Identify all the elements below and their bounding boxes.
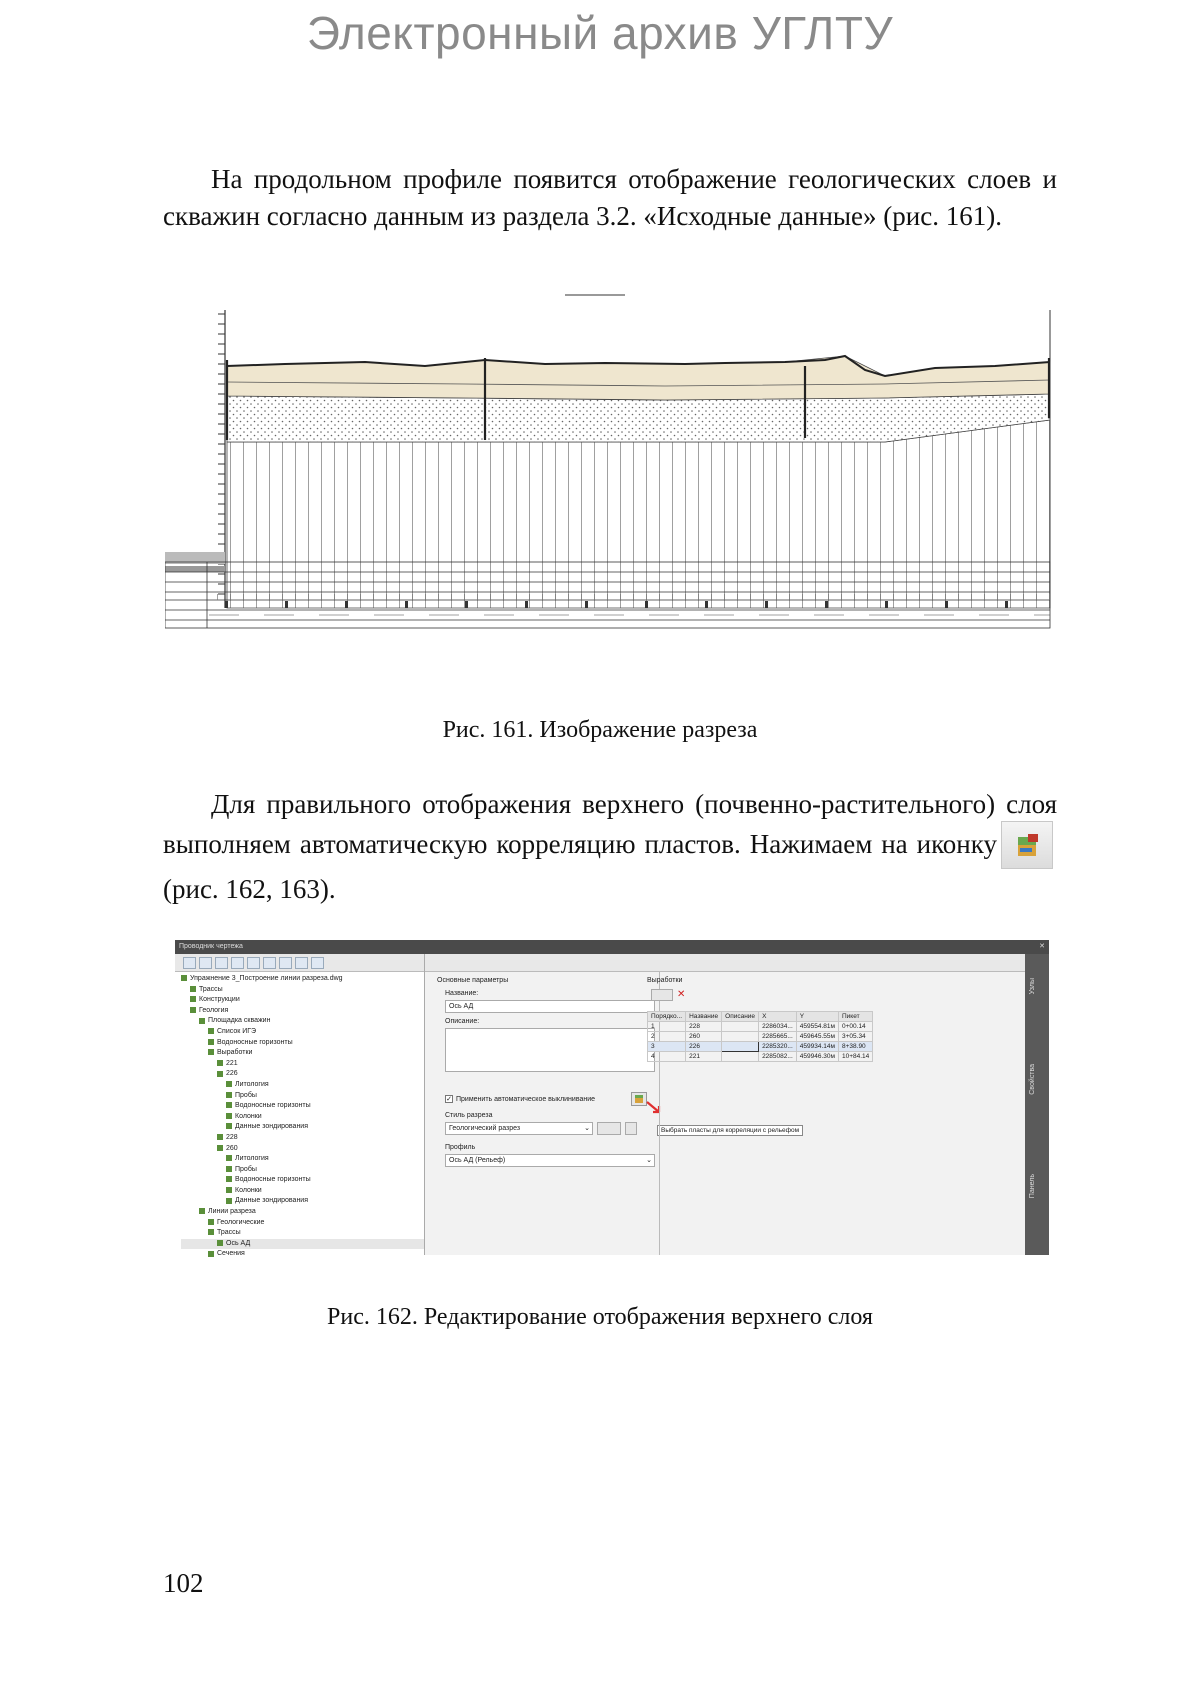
correlation-tool-icon: [1001, 821, 1053, 869]
tree-node-label: Линии разреза: [208, 1208, 256, 1216]
figure-161-caption: Рис. 161. Изображение разреза: [442, 717, 758, 743]
tree-node-label: 221: [226, 1059, 238, 1067]
table-cell: 3+05.34: [839, 1032, 873, 1042]
section-style-label: Стиль разреза: [445, 1112, 493, 1119]
table-cell: 2286034...: [759, 1022, 797, 1032]
name-label: Название:: [445, 990, 479, 997]
tree-node-label: Водоносные горизонты: [235, 1176, 311, 1184]
auto-align-label: Применить автоматическое выклинивание: [456, 1095, 596, 1103]
toolbar-button[interactable]: [231, 957, 244, 969]
tree-node[interactable]: [181, 1165, 424, 1176]
table-cell: 226: [686, 1042, 722, 1052]
close-icon[interactable]: ✕: [1039, 943, 1045, 950]
add-working-button[interactable]: [651, 989, 673, 1001]
workings-heading: Выработки: [647, 977, 683, 984]
paragraph-1-text: На продольном профиле появится отображение геологических слоев и скважин согласно данным из раздела 3.2. «Исходные данные» (рис. 161).: [163, 164, 1057, 231]
tree-node-icon: [217, 1240, 223, 1246]
column-header[interactable]: Y: [796, 1012, 838, 1022]
tree-node-icon: [226, 1092, 232, 1098]
tree-node-icon: [190, 1007, 196, 1013]
geological-section-figure: [165, 290, 1065, 670]
window-title-bar: [175, 940, 1049, 954]
workings-table: [647, 1011, 873, 1062]
tree-node[interactable]: [181, 1144, 424, 1155]
table-row[interactable]: [648, 1042, 873, 1052]
chevron-down-icon: ⌄: [584, 1125, 590, 1132]
window-title: Проводник чертежа: [179, 943, 243, 950]
tree-node-icon: [208, 1028, 214, 1034]
tree-node[interactable]: [181, 1249, 424, 1260]
delete-icon[interactable]: ✕: [677, 989, 686, 1000]
tree-node[interactable]: [181, 1101, 424, 1112]
page-number: 102: [163, 1568, 204, 1598]
table-cell: 1: [648, 1022, 686, 1032]
tree-node[interactable]: [181, 1196, 424, 1207]
table-cell: [722, 1042, 759, 1052]
table-cell: 459946.30м: [796, 1052, 838, 1062]
table-cell: 2285665...: [759, 1032, 797, 1042]
tree-node[interactable]: [181, 1239, 424, 1250]
tree-node-label: Литология: [235, 1155, 269, 1163]
tree-node-label: Выработки: [217, 1049, 253, 1057]
tree-node-label: Геология: [199, 1006, 229, 1014]
tree-node-icon: [190, 996, 196, 1002]
tree-node[interactable]: [181, 1038, 424, 1049]
table-cell: 228: [686, 1022, 722, 1032]
column-header[interactable]: Описание: [722, 1012, 759, 1022]
table-cell: 4: [648, 1052, 686, 1062]
section-style-value: Геологический разрез: [449, 1125, 521, 1132]
tree-node-label: Водоносные горизонты: [217, 1038, 293, 1046]
table-body: [648, 1022, 873, 1062]
tree-node[interactable]: [181, 1154, 424, 1165]
tree-node[interactable]: [181, 1218, 424, 1229]
side-tab-strip: [1025, 954, 1049, 1255]
table-cell: 0+00.14: [839, 1022, 873, 1032]
tree-node-icon: [199, 1208, 205, 1214]
tree-node-icon: [208, 1039, 214, 1045]
toolbar-button[interactable]: [215, 957, 228, 969]
column-header[interactable]: Название: [686, 1012, 722, 1022]
figure-162-caption: Рис. 162. Редактирование отображения верхнего слоя: [327, 1304, 873, 1330]
archive-watermark: Электронный архив УГЛТУ: [306, 7, 894, 59]
paragraph-1: [163, 161, 1057, 234]
tree-node[interactable]: [181, 1091, 424, 1102]
tree-node-icon: [208, 1229, 214, 1235]
table-cell: 3: [648, 1042, 686, 1052]
tree-node-label: Литология: [235, 1080, 269, 1088]
tree-node-icon: [190, 986, 196, 992]
table-cell: 10+84.14: [839, 1052, 873, 1062]
tree-node-label: Трассы: [217, 1229, 241, 1237]
tree-toolbar: [175, 954, 424, 972]
tree-node-icon: [217, 1060, 223, 1066]
tree-node-label: Ось АД: [226, 1239, 251, 1247]
profile-label: Профиль: [445, 1144, 476, 1151]
table-cell: 459554.81м: [796, 1022, 838, 1032]
side-tab[interactable]: Панель: [1029, 1174, 1036, 1199]
side-tab[interactable]: Свойства: [1029, 1064, 1036, 1095]
toolbar-button[interactable]: [311, 957, 324, 969]
tree-node-icon: [208, 1251, 214, 1257]
tree-node-icon: [226, 1187, 232, 1193]
tree-node[interactable]: [181, 1186, 424, 1197]
table-cell: 459645.55м: [796, 1032, 838, 1042]
workings-toolbar: [651, 989, 685, 1001]
profile-select[interactable]: [445, 1154, 655, 1167]
toolbar-button[interactable]: [183, 957, 196, 969]
tree-node-icon: [226, 1155, 232, 1161]
chevron-down-icon: ⌄: [646, 1157, 652, 1164]
tree-node-label: Список ИГЭ: [217, 1027, 257, 1035]
tree-node[interactable]: [181, 985, 424, 996]
table-cell: 260: [686, 1032, 722, 1042]
tree-node-icon: [208, 1219, 214, 1225]
tree-node-label: Пробы: [235, 1165, 257, 1173]
tree-node-label: 226: [226, 1070, 238, 1078]
tree-node-icon: [181, 975, 187, 981]
auto-align-checkbox[interactable]: ✓: [446, 1096, 452, 1103]
tree-node-icon: [217, 1145, 223, 1151]
table-cell: [722, 1052, 759, 1062]
paragraph-2-ref: (рис. 162, 163).: [163, 873, 336, 904]
tree-node-label: Геологические: [217, 1218, 265, 1226]
tree-node-label: Пробы: [235, 1091, 257, 1099]
table-header-row: [648, 1012, 873, 1022]
toolbar-button[interactable]: [279, 957, 292, 969]
tree-node-icon: [226, 1176, 232, 1182]
tree-node[interactable]: [181, 995, 424, 1006]
tree-node-label: Сечения: [217, 1250, 245, 1258]
basic-params-heading: Основные параметры: [437, 977, 509, 984]
description-field[interactable]: [445, 1028, 655, 1072]
toolbar-button[interactable]: [263, 957, 276, 969]
tree-node-icon: [226, 1081, 232, 1087]
tree-node-label: 260: [226, 1144, 238, 1152]
table-cell: 221: [686, 1052, 722, 1062]
drawing-explorer-screenshot: [175, 940, 1049, 1258]
style-edit-button[interactable]: [597, 1122, 621, 1135]
tree-node-icon: [226, 1113, 232, 1119]
table-row[interactable]: [648, 1052, 873, 1062]
tree-node-label: Колонки: [235, 1112, 262, 1120]
table-cell: [722, 1032, 759, 1042]
table-row[interactable]: [648, 1022, 873, 1032]
tree-node[interactable]: [181, 974, 424, 985]
tree-node-icon: [217, 1134, 223, 1140]
column-header[interactable]: Пикет: [839, 1012, 873, 1022]
tree-node-label: Конструкции: [199, 996, 240, 1004]
tree-node-label: Данные зондирования: [235, 1197, 309, 1205]
tree-node[interactable]: [181, 1027, 424, 1038]
tree-node[interactable]: [181, 1080, 424, 1091]
tree-node-icon: [199, 1018, 205, 1024]
tree-node-label: Данные зондирования: [235, 1123, 309, 1131]
tree-node-label: Трассы: [199, 985, 223, 993]
pointer-arrow-icon: [645, 1100, 663, 1116]
tree-node-icon: [226, 1198, 232, 1204]
drawing-tree-pane: [175, 954, 425, 1258]
auto-align-option[interactable]: [445, 1095, 595, 1103]
style-pick-button[interactable]: [625, 1122, 637, 1135]
tree-list: [175, 972, 424, 1260]
tree-node[interactable]: [181, 1112, 424, 1123]
name-field[interactable]: Ось АД: [445, 1000, 655, 1013]
tree-node[interactable]: [181, 1016, 424, 1027]
description-label: Описание:: [445, 1018, 480, 1025]
side-tab[interactable]: Узлы: [1029, 978, 1036, 995]
section-style-select[interactable]: [445, 1122, 593, 1135]
column-header[interactable]: X: [759, 1012, 797, 1022]
profile-value: Ось АД (Рельеф): [449, 1157, 506, 1164]
tree-node-icon: [226, 1166, 232, 1172]
toolbar-button[interactable]: [247, 957, 260, 969]
tree-node[interactable]: [181, 1228, 424, 1239]
tree-node[interactable]: [181, 1175, 424, 1186]
tree-node[interactable]: [181, 1122, 424, 1133]
toolbar-button[interactable]: [295, 957, 308, 969]
tree-node-label: Упражнение 3_Построение линии разреза.dwg: [190, 975, 343, 982]
table-cell: [722, 1022, 759, 1032]
tree-node[interactable]: [181, 1069, 424, 1080]
tree-node-icon: [217, 1071, 223, 1077]
tooltip: Выбрать пласты для корреляции с рельефом: [657, 1125, 803, 1136]
tree-node-label: 228: [226, 1133, 238, 1141]
column-header[interactable]: Порядко...: [648, 1012, 686, 1022]
tree-node[interactable]: [181, 1048, 424, 1059]
tree-node-label: Площадка скважин: [208, 1017, 271, 1025]
tree-node[interactable]: [181, 1133, 424, 1144]
paragraph-2: [163, 786, 1057, 907]
table-cell: 2285320...: [759, 1042, 797, 1052]
panel-toolbar: [425, 954, 1025, 972]
tree-node[interactable]: [181, 1059, 424, 1070]
table-cell: 2285082...: [759, 1052, 797, 1062]
tree-node-icon: [226, 1102, 232, 1108]
table-row[interactable]: [648, 1032, 873, 1042]
table-cell: 459934.14м: [796, 1042, 838, 1052]
tree-node-label: Колонки: [235, 1186, 262, 1194]
tree-node-icon: [208, 1049, 214, 1055]
paragraph-2-text: Для правильного отображения верхнего (почвенно-растительного) слоя выполняем автоматическую корреляцию пластов. Нажимаем на иконку: [163, 789, 1057, 859]
table-cell: 2: [648, 1032, 686, 1042]
tree-node[interactable]: [181, 1207, 424, 1218]
tree-node-label: Водоносные горизонты: [235, 1102, 311, 1110]
tree-node[interactable]: [181, 1006, 424, 1017]
table-cell: 8+38.90: [839, 1042, 873, 1052]
toolbar-button[interactable]: [199, 957, 212, 969]
tree-node-icon: [226, 1123, 232, 1129]
